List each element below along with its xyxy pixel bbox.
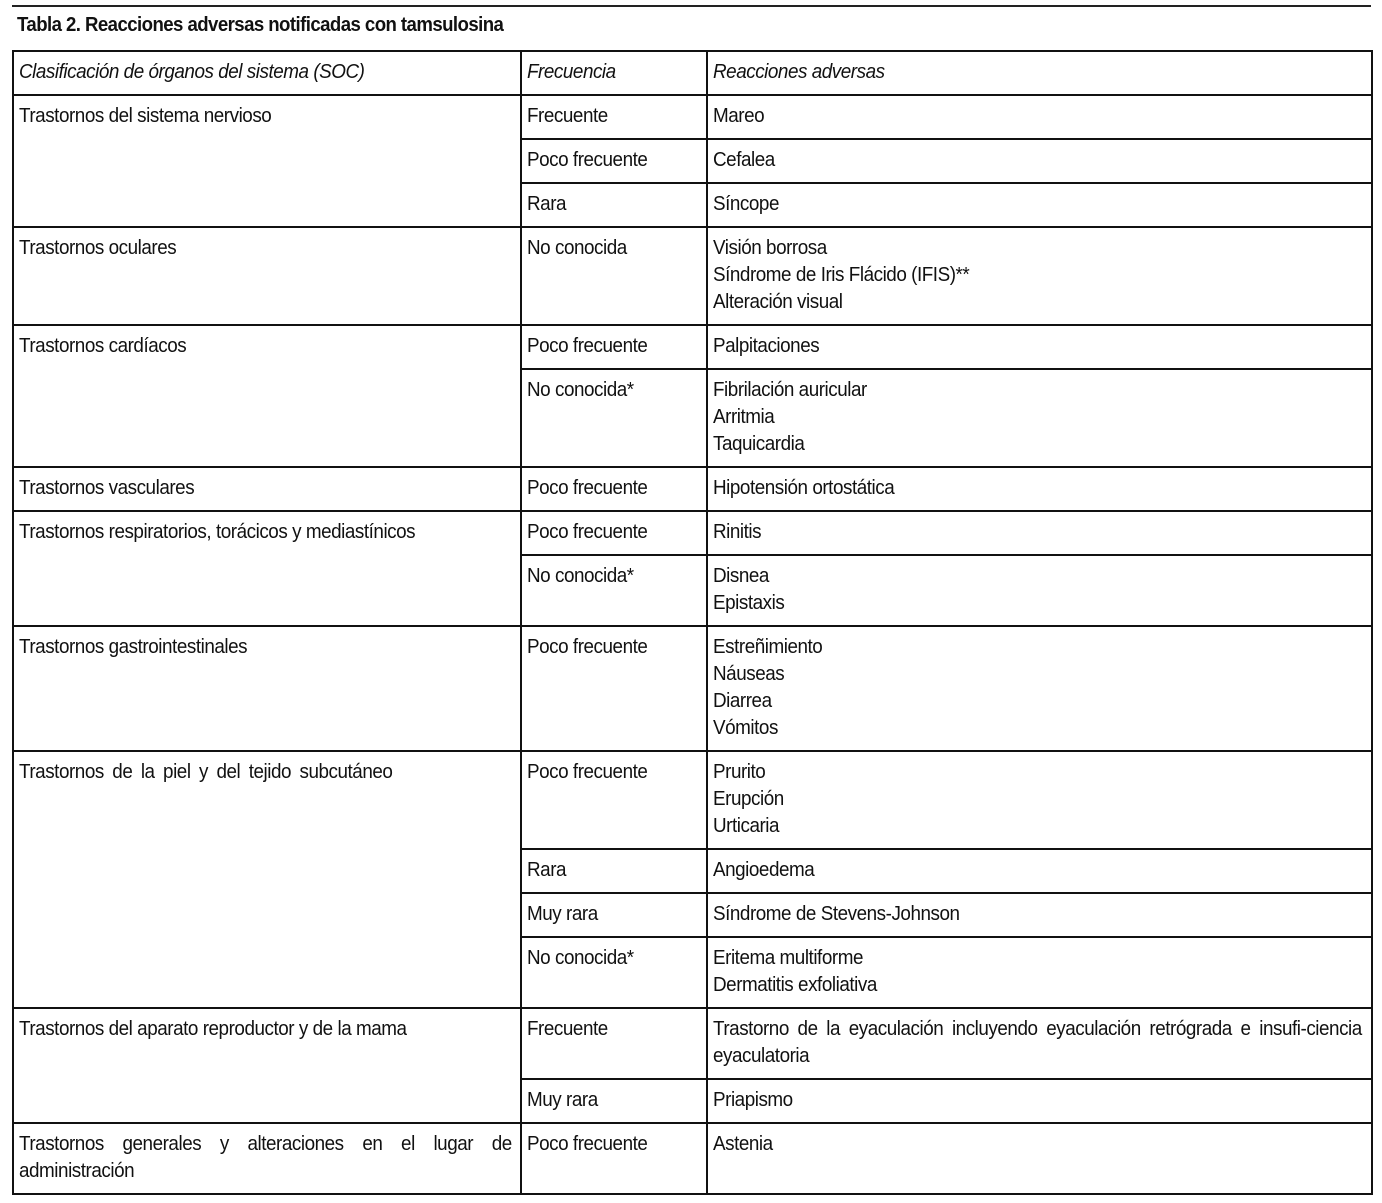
reactions-cell: Estreñimiento Náuseas Diarrea Vómitos bbox=[707, 626, 1372, 751]
reactions-cell: Cefalea bbox=[707, 139, 1372, 183]
frequency-cell: Rara bbox=[521, 849, 707, 893]
table-row bbox=[13, 511, 1372, 555]
frequency-cell: Muy rara bbox=[521, 1079, 707, 1123]
frequency-cell: Muy rara bbox=[521, 893, 707, 937]
table-row bbox=[13, 626, 1372, 751]
header-row bbox=[13, 51, 1372, 95]
header-soc: Clasificación de órganos del sistema (SOC) bbox=[13, 51, 521, 95]
frequency-cell: Poco frecuente bbox=[521, 467, 707, 511]
header-frequency: Frecuencia bbox=[521, 51, 707, 95]
frequency-cell: Poco frecuente bbox=[521, 139, 707, 183]
reactions-cell: Hipotensión ortostática bbox=[707, 467, 1372, 511]
soc-cell: Trastornos oculares bbox=[13, 227, 521, 325]
adverse-reactions-table bbox=[12, 50, 1373, 1195]
reactions-cell: Eritema multiforme Dermatitis exfoliativa bbox=[707, 937, 1372, 1008]
frequency-cell: Poco frecuente bbox=[521, 511, 707, 555]
frequency-cell: No conocida* bbox=[521, 555, 707, 626]
header-reactions: Reacciones adversas bbox=[707, 51, 1372, 95]
frequency-cell: No conocida* bbox=[521, 369, 707, 467]
frequency-cell: Poco frecuente bbox=[521, 325, 707, 369]
reactions-cell: Prurito Erupción Urticaria bbox=[707, 751, 1372, 849]
table-row bbox=[13, 95, 1372, 139]
soc-cell: Trastornos del sistema nervioso bbox=[13, 95, 521, 227]
reactions-cell: Fibrilación auricular Arritmia Taquicardia bbox=[707, 369, 1372, 467]
table-row bbox=[13, 467, 1372, 511]
frequency-cell: Poco frecuente bbox=[521, 751, 707, 849]
soc-cell: Trastornos gastrointestinales bbox=[13, 626, 521, 751]
soc-cell: Trastornos del aparato reproductor y de la mama bbox=[13, 1008, 521, 1123]
table-row bbox=[13, 325, 1372, 369]
frequency-cell: No conocida bbox=[521, 227, 707, 325]
soc-cell: Trastornos generales y alteraciones en el lugar de administración bbox=[13, 1123, 521, 1194]
reactions-cell: Astenia bbox=[707, 1123, 1372, 1194]
table-row bbox=[13, 1123, 1372, 1194]
frequency-cell: Frecuente bbox=[521, 95, 707, 139]
frequency-cell: Rara bbox=[521, 183, 707, 227]
soc-cell: Trastornos de la piel y del tejido subcutáneo bbox=[13, 751, 521, 1008]
table-row bbox=[13, 227, 1372, 325]
frequency-cell: Poco frecuente bbox=[521, 1123, 707, 1194]
frequency-cell: Frecuente bbox=[521, 1008, 707, 1079]
soc-cell: Trastornos cardíacos bbox=[13, 325, 521, 467]
reactions-cell: Mareo bbox=[707, 95, 1372, 139]
reactions-cell: Angioedema bbox=[707, 849, 1372, 893]
soc-cell: Trastornos vasculares bbox=[13, 467, 521, 511]
reactions-cell: Síncope bbox=[707, 183, 1372, 227]
reactions-cell: Trastorno de la eyaculación incluyendo eyaculación retrógrada e insufi-ciencia eyaculatoria bbox=[707, 1008, 1372, 1079]
reactions-cell: Rinitis bbox=[707, 511, 1372, 555]
top-rule bbox=[12, 5, 1371, 7]
reactions-cell: Visión borrosa Síndrome de Iris Flácido (IFIS)** Alteración visual bbox=[707, 227, 1372, 325]
table-row bbox=[13, 1008, 1372, 1079]
reactions-cell: Disnea Epistaxis bbox=[707, 555, 1372, 626]
soc-cell: Trastornos respiratorios, torácicos y mediastínicos bbox=[13, 511, 521, 626]
frequency-cell: Poco frecuente bbox=[521, 626, 707, 751]
reactions-cell: Síndrome de Stevens-Johnson bbox=[707, 893, 1372, 937]
reactions-cell: Priapismo bbox=[707, 1079, 1372, 1123]
frequency-cell: No conocida* bbox=[521, 937, 707, 1008]
table-caption: Tabla 2. Reacciones adversas notificadas con tamsulosina bbox=[17, 14, 504, 36]
table-row bbox=[13, 751, 1372, 849]
reactions-cell: Palpitaciones bbox=[707, 325, 1372, 369]
